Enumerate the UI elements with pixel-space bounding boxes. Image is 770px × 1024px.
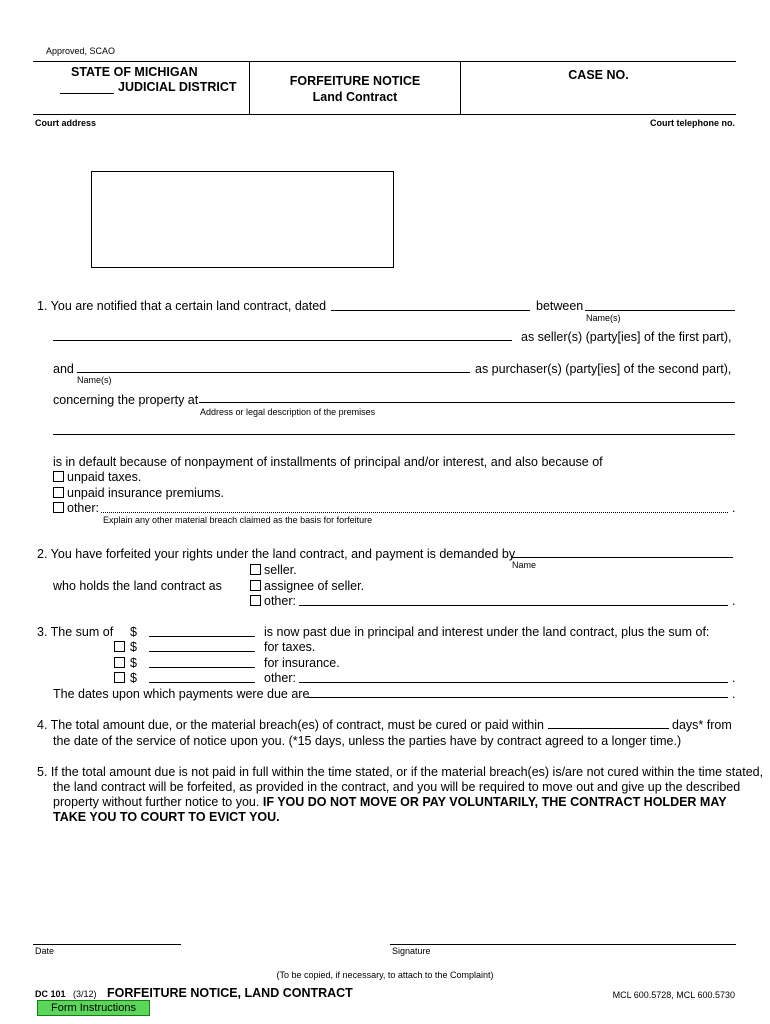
purchaser-name-field[interactable] <box>77 372 470 373</box>
dollar-1: $ <box>130 625 137 639</box>
unpaid-taxes-checkbox[interactable] <box>53 471 64 482</box>
for-taxes-label: for taxes. <box>264 640 316 654</box>
due-dates-field[interactable] <box>308 697 728 698</box>
form-title: FORFEITURE NOTICE <box>289 74 421 88</box>
item2-intro: 2. You have forfeited your rights under the land contract, and payment is demanded by <box>37 547 516 561</box>
mcl-reference: MCL 600.5728, MCL 600.5730 <box>612 990 735 1000</box>
for-insurance-label: for insurance. <box>264 656 340 670</box>
seller-label: seller. <box>264 563 297 577</box>
copy-note: (To be copied, if necessary, to attach to the Complaint) <box>276 970 494 980</box>
date-line[interactable] <box>33 944 181 945</box>
signature-line[interactable] <box>390 944 736 945</box>
item5-line3 <box>53 795 727 809</box>
holder-other-label: other: <box>264 594 296 608</box>
taxes-amount-field[interactable] <box>149 651 255 652</box>
period-4: . <box>732 687 736 701</box>
dollar-3: $ <box>130 656 137 670</box>
case-no-field[interactable] <box>470 92 726 105</box>
period-3: . <box>732 671 736 685</box>
item1-intro: 1. You are notified that a certain land contract, dated <box>37 299 327 313</box>
insurance-sum-checkbox[interactable] <box>114 657 125 668</box>
item5-line4: TAKE YOU TO COURT TO EVICT YOU. <box>53 810 280 824</box>
and-label: and <box>53 362 74 376</box>
form-subtitle: Land Contract <box>312 90 398 104</box>
sum-of-label: 3. The sum of <box>37 625 114 639</box>
seller-suffix: as seller(s) (party[ies] of the first part), <box>521 330 732 344</box>
default-text: is in default because of nonpayment of installments of principal and/or interest, and also because of <box>53 455 603 469</box>
item4-text1: 4. The total amount due, or the material breach(es) of contract, must be cured or paid within <box>37 718 544 732</box>
purchaser-suffix: as purchaser(s) (party[ies] of the second part), <box>475 362 732 376</box>
period-2: . <box>732 594 736 608</box>
seller-checkbox[interactable] <box>250 564 261 575</box>
holder-other-checkbox[interactable] <box>250 595 261 606</box>
state-label: STATE OF MICHIGAN <box>71 65 198 79</box>
item5-line3b: IF YOU DO NOT MOVE OR PAY VOLUNTARILY, THE CONTRACT HOLDER MAY <box>262 795 727 809</box>
past-due-amount-field[interactable] <box>149 636 255 637</box>
holder-other-field[interactable] <box>299 605 728 606</box>
court-address-label: Court address <box>35 118 97 128</box>
property-label: concerning the property at <box>53 393 199 407</box>
other-sum-checkbox[interactable] <box>114 672 125 683</box>
assignee-checkbox[interactable] <box>250 580 261 591</box>
court-phone-label: Court telephone no. <box>650 118 735 128</box>
approved-note: Approved, SCAO <box>46 46 116 56</box>
form-number: DC 101 <box>35 989 66 999</box>
other-amount-field[interactable] <box>149 682 255 683</box>
days-field[interactable] <box>548 728 669 729</box>
period-1: . <box>732 501 736 515</box>
footer-form-title: FORFEITURE NOTICE, LAND CONTRACT <box>107 986 353 1000</box>
unpaid-insurance-checkbox[interactable] <box>53 487 64 498</box>
other-breach-label: other: <box>67 501 99 515</box>
header-bottom-rule <box>33 114 736 115</box>
other-breach-checkbox[interactable] <box>53 502 64 513</box>
district-label: JUDICIAL DISTRICT <box>118 80 237 94</box>
taxes-sum-checkbox[interactable] <box>114 641 125 652</box>
seller-name-field-2[interactable] <box>53 340 512 341</box>
dollar-4: $ <box>130 671 137 685</box>
date-label: Date <box>35 946 55 956</box>
item4-text2: the date of the service of notice upon you. (*15 days, unless the parties have by contract agreed to a longer time.) <box>53 734 682 748</box>
signature-label: Signature <box>392 946 431 956</box>
explain-label: Explain any other material breach claimed as the basis for forfeiture <box>103 515 373 525</box>
unpaid-taxes-label: unpaid taxes. <box>67 470 142 484</box>
seller-name-field-1[interactable] <box>585 310 735 311</box>
demand-name-field[interactable] <box>511 557 733 558</box>
other-sum-label: other: <box>264 671 296 685</box>
form-date: (3/12) <box>73 989 97 999</box>
unpaid-insurance-label: unpaid insurance premiums. <box>67 486 225 500</box>
insurance-amount-field[interactable] <box>149 667 255 668</box>
other-sum-desc-field[interactable] <box>299 682 728 683</box>
form-instructions-button[interactable]: Form Instructions <box>37 1000 150 1016</box>
holds-label: who holds the land contract as <box>53 579 222 593</box>
other-breach-field[interactable] <box>101 512 728 513</box>
property-field-1[interactable] <box>199 402 735 403</box>
item5-line1: 5. If the total amount due is not paid in full within the time stated, or if the material breach(es) is/are not cured within the time stated, <box>37 765 764 779</box>
district-field[interactable] <box>60 80 114 94</box>
item5-line2: the land contract will be forfeited, as provided in the contract, and you will be required to move out and give up the described <box>53 780 741 794</box>
names-label-2: Name(s) <box>77 375 112 385</box>
property-desc-label: Address or legal description of the premises <box>200 407 376 417</box>
contract-date-field[interactable] <box>331 310 530 311</box>
name-label: Name <box>512 560 537 570</box>
past-due-text: is now past due in principal and interest under the land contract, plus the sum of: <box>264 625 710 639</box>
due-dates-label: The dates upon which payments were due are <box>53 687 310 701</box>
names-label: Name(s) <box>586 313 621 323</box>
case-no-label: CASE NO. <box>568 68 629 82</box>
address-window-box[interactable] <box>91 171 394 268</box>
dollar-2: $ <box>130 640 137 654</box>
days-label: days* from <box>672 718 732 732</box>
item5-line3a: property without further notice to you. <box>53 795 260 809</box>
property-field-2[interactable] <box>53 434 735 435</box>
between-label: between <box>536 299 584 313</box>
assignee-label: assignee of seller. <box>264 579 365 593</box>
header-top-rule <box>33 61 736 62</box>
